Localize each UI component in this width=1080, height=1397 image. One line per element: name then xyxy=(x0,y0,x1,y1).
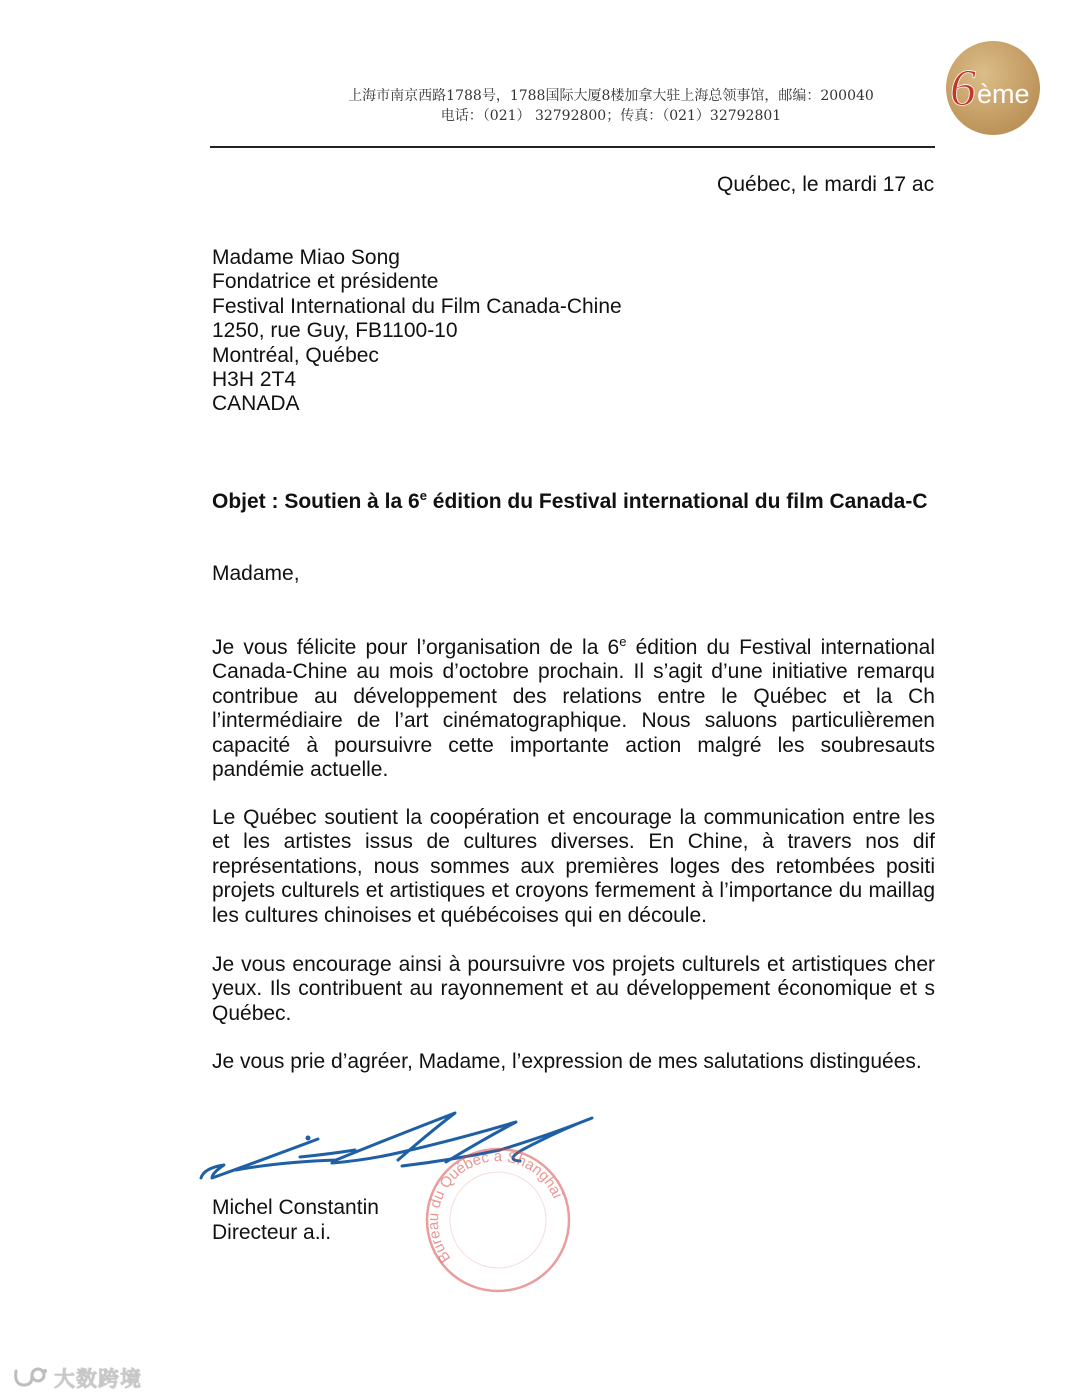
recipient-country: CANADA xyxy=(212,392,300,416)
signatory-title: Directeur a.i. xyxy=(212,1221,332,1244)
phone-fax-line: 电话：（021） 32792800；传真：（021）32792801 xyxy=(440,108,782,124)
paragraph-line: Canada-Chine au mois d’octobre prochain. Il s’agit d’une initiative remarqu xyxy=(212,660,935,684)
festival-6th-logo xyxy=(946,41,1040,135)
letter-subject xyxy=(212,490,927,514)
signatory-name: Michel Constantin xyxy=(212,1196,379,1219)
paragraph-line: Je vous encourage ainsi à poursuivre vos projets culturels et artistiques cher xyxy=(212,953,935,976)
subject-text-end: édition du Festival international du film Canada-C xyxy=(426,490,928,513)
logo-suffix: ème xyxy=(977,79,1030,109)
paragraph-line: représentations, nous sommes aux premières loges des retombées positi xyxy=(212,854,935,878)
paragraph-line: Le Québec soutient la coopération et encourage la communication entre les xyxy=(212,806,935,829)
watermark-logo-icon xyxy=(12,1365,48,1391)
logo-number: 6 xyxy=(950,60,976,117)
paragraph-line: projets culturels et artistiques et croyons fermement à l’importance du maillag xyxy=(212,879,935,903)
closing-formula: Je vous prie d’agréer, Madame, l’expression de mes salutations distinguées. xyxy=(212,1050,922,1073)
salutation: Madame, xyxy=(212,562,300,585)
paragraph-line: capacité à poursuivre cette importante action malgré les soubresauts xyxy=(212,733,935,757)
paragraph-line: Québec. xyxy=(212,1001,292,1025)
letter-date: Québec, le mardi 17 ac xyxy=(717,173,935,196)
paragraph-line: les cultures chinoises et québécoises qui en découle. xyxy=(212,903,707,927)
address-line: 上海市南京西路1788号，1788国际大厦8楼加拿大驻上海总领事馆，邮编：200040 xyxy=(348,88,874,104)
recipient-title: Fondatrice et présidente xyxy=(212,270,439,294)
recipient-address xyxy=(212,246,622,417)
line-text-end: édition du Festival international xyxy=(626,636,935,659)
subject-text: Objet : Soutien à la 6 xyxy=(212,490,420,513)
paragraph-line: et les artistes issus de cultures diverses. En Chine, à travers nos dif xyxy=(212,830,935,854)
recipient-postal-code: H3H 2T4 xyxy=(212,367,297,391)
recipient-name: Madame Miao Song xyxy=(212,246,400,269)
stamp-inner-ring xyxy=(450,1172,546,1268)
paragraph-2 xyxy=(212,806,935,928)
line-superscript: e xyxy=(619,634,627,649)
paragraph-line: pandémie actuelle. xyxy=(212,757,389,781)
signature-dot xyxy=(306,1136,311,1141)
recipient-street: 1250, rue Guy, FB1100-10 xyxy=(212,319,458,343)
subject-superscript: e xyxy=(419,488,427,503)
watermark xyxy=(12,1363,142,1393)
paragraph-line: l’intermédiaire de l’art cinématographique. Nous saluons particulièremen xyxy=(212,709,935,733)
paragraph-line: yeux. Ils contribuent au rayonnement et au développement économique et s xyxy=(212,977,935,1001)
stamp-text: Bureau du Québec à Shanghai xyxy=(424,1148,566,1266)
paragraph-line: contribue au développement des relations entre le Québec et la Ch xyxy=(212,684,935,708)
paragraph-line xyxy=(212,636,935,660)
paragraph-1 xyxy=(212,636,935,782)
watermark-text: 大数跨境 xyxy=(54,1367,142,1391)
line-text: Je vous félicite pour l’organisation de la 6 xyxy=(212,636,620,659)
official-stamp xyxy=(418,1140,578,1300)
paragraph-3 xyxy=(212,953,935,1026)
recipient-city: Montréal, Québec xyxy=(212,343,379,367)
recipient-organization: Festival International du Film Canada-Chine xyxy=(212,294,622,318)
